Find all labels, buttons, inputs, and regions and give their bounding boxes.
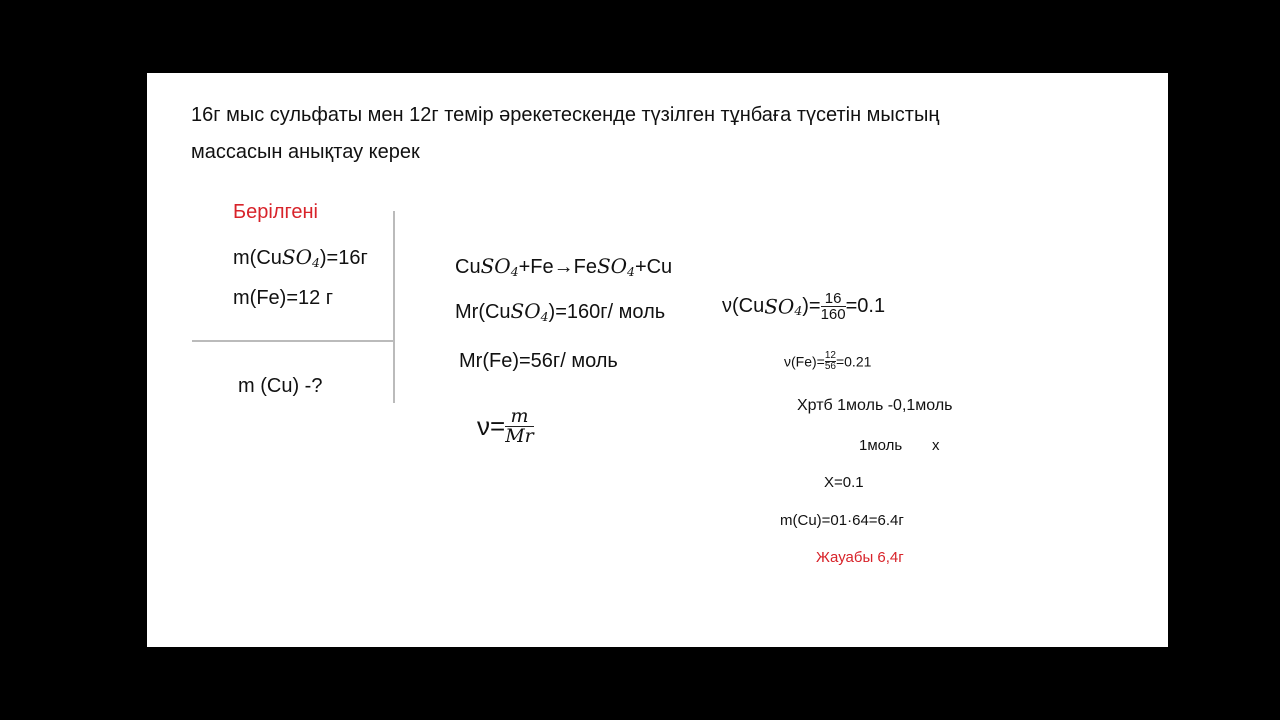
problem-line-1: 16г мыс сульфаты мен 12г темір әрекетескенде түзілген тұнбаға түсетін мыстың [191, 104, 940, 126]
given-heading: Берілгені [233, 201, 318, 223]
x-value: X=0.1 [824, 474, 864, 491]
given-divider [192, 340, 395, 342]
find-mass-cu: m (Cu) -? [238, 375, 323, 397]
ratio-row-2-mol: 1моль [859, 437, 903, 454]
reaction-equation: CuSO$_4$+Fe→FeSO$_4$+Cu [455, 254, 673, 280]
ratio-row-2-x: x [932, 437, 940, 454]
problem-line-2: массасын анықтау керек [191, 141, 420, 163]
mass-cu-calculation: m(Cu)=01·64=6.4г [780, 512, 904, 529]
answer: Жауабы 6,4г [816, 549, 904, 566]
problem-statement [191, 97, 1091, 171]
given-vertical-divider [393, 211, 395, 403]
slide [147, 73, 1168, 647]
ratio-row-1: Хртб 1моль -0,1моль [797, 397, 953, 414]
given-mass-cuso4: m(CuSO$_4$)=16г [233, 245, 368, 271]
molar-mass-cuso4: Mr(CuSO$_4$)=160г/ моль [455, 299, 666, 325]
amount-fe: ν(Fe)= $\frac{12}{56}$ =0.21 [784, 350, 872, 372]
amount-cuso4: ν(CuSO$_4$)= $\frac{16}{160}$ =0.1 [722, 290, 886, 323]
given-mass-fe: m(Fe)=12 г [233, 287, 334, 309]
amount-formula: ν= $\frac{m}{Mr}$ [477, 405, 534, 447]
molar-mass-fe: Mr(Fe)=56г/ моль [459, 350, 618, 372]
